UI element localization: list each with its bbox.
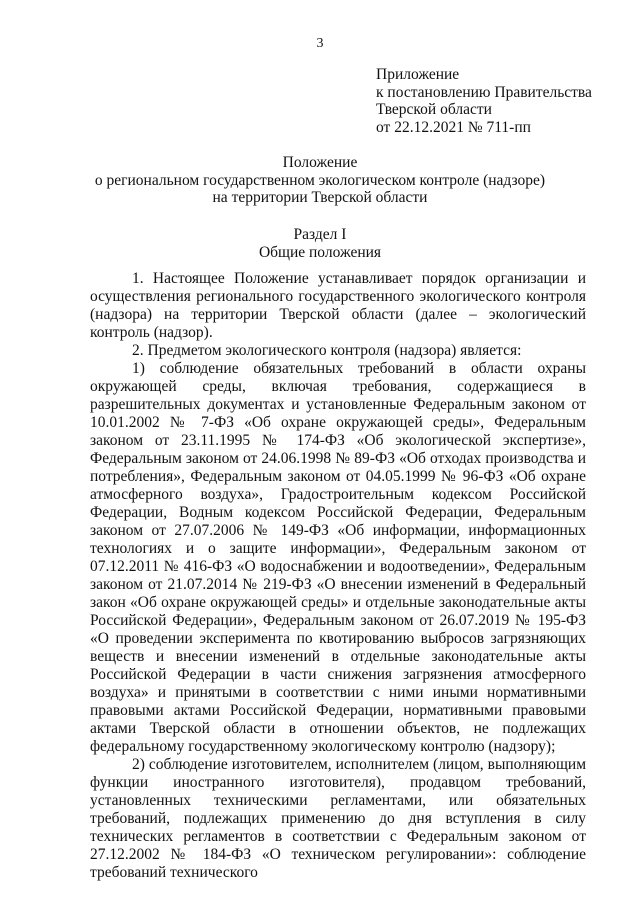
section-heading <box>60 226 580 261</box>
annex-header <box>376 66 592 136</box>
paragraph: 1. Настоящее Положение устанавливает порядок организации и осуществления регионального государственного экологического контроля (надзора) на территории Тверской области (далее – экологический контроль (надзор). <box>90 270 586 341</box>
section-number: Раздел I <box>293 226 347 243</box>
annex-line: от 22.12.2021 № 711-пп <box>376 118 531 136</box>
annex-line: к постановлению Правительства <box>376 83 592 101</box>
document-body <box>90 270 586 882</box>
paragraph: 2) соблюдение изготовителем, исполнителем (лицом, выполняющим функции иностранного изготовителя), продавцом требований, установленных техническими регламентами, или обязательных требований, подлежащих применению до дня вступления в силу технических регламентов в соответствии с Федеральным законом от 27.12.2002 № 184-ФЗ «О техническом регулировании»: соблюдение требований технического <box>90 756 586 881</box>
title-line: Положение <box>282 154 358 171</box>
title-line: о региональном государственном экологическом контроле (надзоре) <box>94 171 546 189</box>
document-title <box>60 154 580 207</box>
paragraph: 1) соблюдение обязательных требований в области охраны окружающей среды, включая требования, содержащиеся в разрешительных документах и установленные Федеральным законом от 10.01.2002 № 7-ФЗ «Об охране окружающей среды», Федеральным законом от 23.11.1995 № 174-ФЗ «Об экологической экспертизе», Федеральным законом от 24.06.1998 № 89-ФЗ «Об отходах производства и потребления», Федеральным законом от 04.05.1999 № 96-ФЗ «Об охране атмосферного воздуха», Градостроительным кодексом Российской Федерации, Водным кодексом Российской Федерации, Федеральным законом от 27.07.2006 № 149-ФЗ «Об информации, информационных технологиях и о защите информации», Федеральным законом от 07.12.2011 № 416-ФЗ «О водоснабжении и водоотведении», Федеральным законом от 21.07.2014 № 219-ФЗ «О внесении изменений в Федеральный закон «Об охране окружающей среды» и отдельные законодательные акты Российской Федерации», Федеральным законом от 26.07.2019 № 195-ФЗ «О проведении эксперимента по квотированию выбросов загрязняющих веществ и внесении изменений в отдельные законодательные акты Российской Федерации в части снижения загрязнения атмосферного воздуха» и принятыми в соответствии с ними иными нормативными правовыми актами Российской Федерации, нормативными правовыми актами Тверской области в отношении объектов, не подлежащих федеральному государственному экологическому контролю (надзору); <box>90 360 586 755</box>
paragraph: 2. Предметом экологического контроля (надзора) является: <box>132 342 522 359</box>
annex-line: Приложение <box>376 66 460 83</box>
annex-line: Тверской области <box>376 101 492 118</box>
title-line: на территории Тверской области <box>212 189 428 206</box>
page-number: 3 <box>316 36 324 51</box>
section-name: Общие положения <box>258 243 382 261</box>
